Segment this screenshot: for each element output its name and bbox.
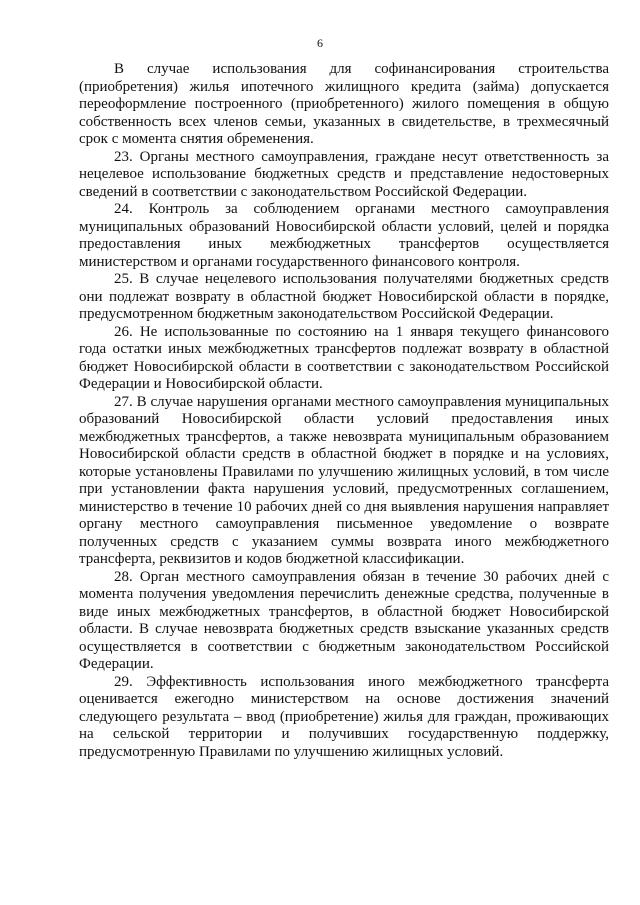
page-number: 6 bbox=[317, 36, 323, 50]
paragraph-25: 25. В случае нецелевого использования получателями бюджетных средств они подлежат возврату в областной бюджет Новосибирской области в порядке, предусмотренном бюджетным законодательством Российской Федерации. bbox=[79, 271, 609, 322]
document-body bbox=[79, 61, 609, 761]
paragraph-26: 26. Не использованные по состоянию на 1 января текущего финансового года остатки иных межбюджетных трансфертов подлежат возврату в областной бюджет Новосибирской области в соответствии с законодательством Российской Федерации и Новосибирской области. bbox=[79, 323, 609, 392]
paragraph-23: 23. Органы местного самоуправления, граждане несут ответственность за нецелевое использование бюджетных средств и представление недостоверных сведений в соответствии с законодательством Российской Федерации. bbox=[79, 148, 609, 200]
paragraph-22-continuation: В случае использования для софинансирования строительства (приобретения) жилья ипотечного жилищного кредита (займа) допускается переоформление построенного (приобретенного) жилого помещения в общую собственность всех членов семьи, указанных в свидетельстве, в трехмесячный срок с момента снятия обременения. bbox=[79, 61, 609, 147]
paragraph-28: 28. Орган местного самоуправления обязан в течение 30 рабочих дней с момента получения уведомления перечислить денежные средства, полученные в виде иных межбюджетных трансфертов, в областной бюджет Новосибирской области. В случае невозврата бюджетных средств взыскание указанных средств осуществляется в соответствии с бюджетным законодательством Российской Федерации. bbox=[79, 568, 609, 672]
paragraph-27: 27. В случае нарушения органами местного самоуправления муниципальных образований Новосибирской области условий предоставления иных межбюджетных трансфертов, а также невозврата муниципальным образованием Новосибирской области средств в областной бюджет в порядке и на условиях, которые установлены Правилами по улучшению жилищных условий, в том числе при установлении факта нарушения условий, предусмотренных соглашением, министерство в течение 10 рабочих дней со дня выявления нарушения направляет органу местного самоуправления письменное уведомление о возврате полученных средств с указанием суммы возврата иного межбюджетного трансферта, реквизитов и кодов бюджетной классификации. bbox=[79, 393, 609, 567]
paragraph-29: 29. Эффективность использования иного межбюджетного трансферта оценивается ежегодно министерством на основе достижения значений следующего результата – ввод (приобретение) жилья для граждан, проживающих на сельской территории и получивших государственную поддержку, предусмотренную Правилами по улучшению жилищных условий. bbox=[79, 673, 609, 760]
paragraph-24: 24. Контроль за соблюдением органами местного самоуправления муниципальных образований Новосибирской области условий, целей и порядка предоставления иных межбюджетных трансфертов осуществляется министерством и органами государственного финансового контроля. bbox=[79, 201, 609, 270]
